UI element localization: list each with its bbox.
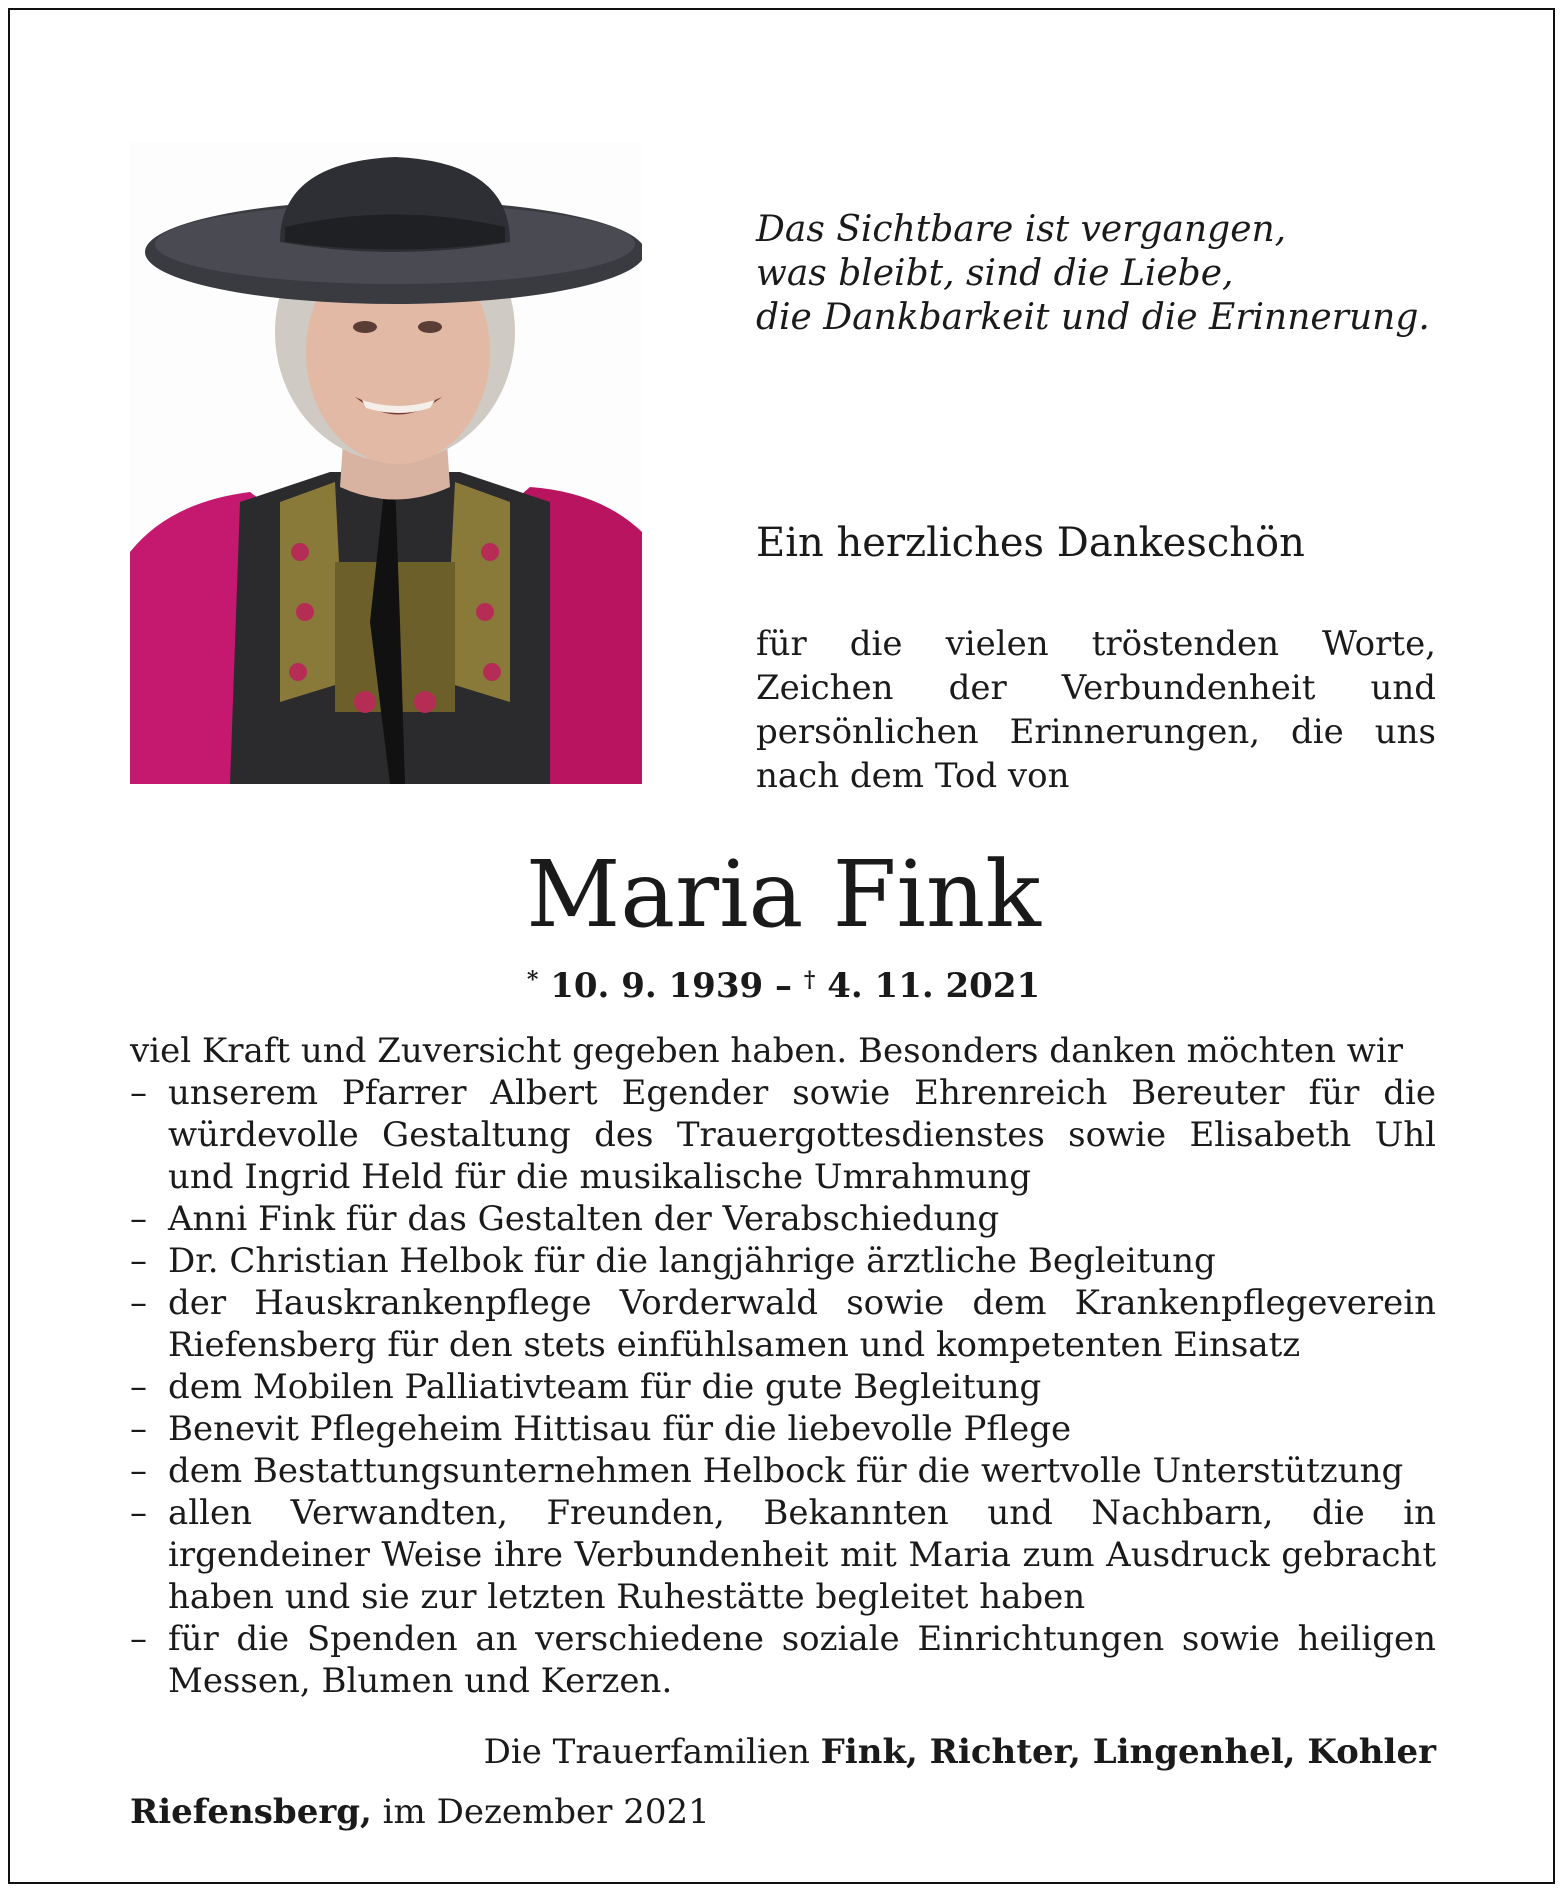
list-item-text: unserem Pfarrer Albert Egender sowie Ehrenreich Bereuter für die würdevolle Gestaltung des Trauergottesdienstes sowie Elisabeth Uhl und Ingrid Held für die musikalische Umrahmung [168, 1073, 1436, 1197]
families-prefix: Die Trauerfamilien [483, 1732, 810, 1772]
death-symbol: † [803, 967, 816, 993]
list-dash: – [130, 1493, 147, 1533]
list-item [130, 1198, 1436, 1240]
quote-line: was bleibt, sind die Liebe, [756, 253, 1234, 294]
list-item-text: dem Bestattungsunternehmen Helbock für die wertvolle Unterstützung [168, 1451, 1404, 1491]
list-dash: – [130, 1199, 147, 1239]
list-item [130, 1366, 1436, 1408]
list-item-text: der Hauskrankenpflege Vorderwald sowie dem Krankenpflegeverein Riefensberg für den stets einfühlsamen und kompetenten Einsatz [168, 1283, 1436, 1365]
list-item [130, 1492, 1436, 1618]
deceased-name: Maria Fink [526, 841, 1041, 948]
life-dates [0, 958, 1567, 1008]
list-dash: – [130, 1283, 147, 1323]
list-item-text: Dr. Christian Helbok für die langjährige ärztliche Begleitung [168, 1241, 1216, 1281]
list-item [130, 1240, 1436, 1282]
list-item [130, 1282, 1436, 1366]
list-dash: – [130, 1367, 147, 1407]
list-item-text: Benevit Pflegeheim Hittisau für die liebevolle Pflege [168, 1409, 1072, 1449]
list-item-text: dem Mobilen Palliativteam für die gute Begleitung [168, 1367, 1042, 1407]
place-and-date [130, 1790, 710, 1834]
thanks-list [130, 1072, 1436, 1702]
list-item [130, 1450, 1436, 1492]
list-dash: – [130, 1451, 147, 1491]
place-town: Riefensberg, [130, 1792, 372, 1832]
birth-symbol: * [526, 967, 539, 993]
list-dash: – [130, 1409, 147, 1449]
list-dash: – [130, 1241, 147, 1281]
thanks-heading: Ein herzliches Dankeschön [756, 520, 1305, 566]
list-item [130, 1618, 1436, 1702]
death-date: 4. 11. 2021 [827, 966, 1041, 1006]
list-item-text: allen Verwandten, Freunden, Bekannten und Nachbarn, die in irgendeiner Weise ihre Verbundenheit mit Maria zum Ausdruck gebracht haben und sie zur letzten Ruhestätte begleitet haben [168, 1493, 1436, 1617]
date-separator: – [775, 966, 792, 1006]
list-item-text: Anni Fink für das Gestalten der Verabschiedung [168, 1199, 1000, 1239]
list-item-text: für die Spenden an verschiedene soziale Einrichtungen sowie heiligen Messen, Blumen und Kerzen. [168, 1619, 1436, 1701]
families-names: Fink, Richter, Lingenhel, Kohler [820, 1732, 1436, 1772]
memorial-quote [756, 208, 1516, 340]
list-item [130, 1408, 1436, 1450]
birth-date: 10. 9. 1939 [550, 966, 764, 1006]
quote-line: Das Sichtbare ist vergangen, [756, 209, 1287, 250]
list-dash: – [130, 1073, 147, 1113]
mourning-families [484, 1730, 1436, 1774]
lead-sentence: viel Kraft und Zuversicht gegeben haben. Besonders danken möchten wir [130, 1031, 1404, 1071]
quote-line: die Dankbarkeit und die Erinnerung. [756, 297, 1430, 338]
intro-paragraph: für die vielen tröstenden Worte, Zeichen der Verbundenheit und persönlichen Erinnerungen, die uns nach dem Tod von [756, 624, 1436, 796]
portrait-photo [130, 142, 642, 784]
place-date: im Dezember 2021 [382, 1792, 710, 1832]
list-dash: – [130, 1619, 147, 1659]
list-item [130, 1072, 1436, 1198]
